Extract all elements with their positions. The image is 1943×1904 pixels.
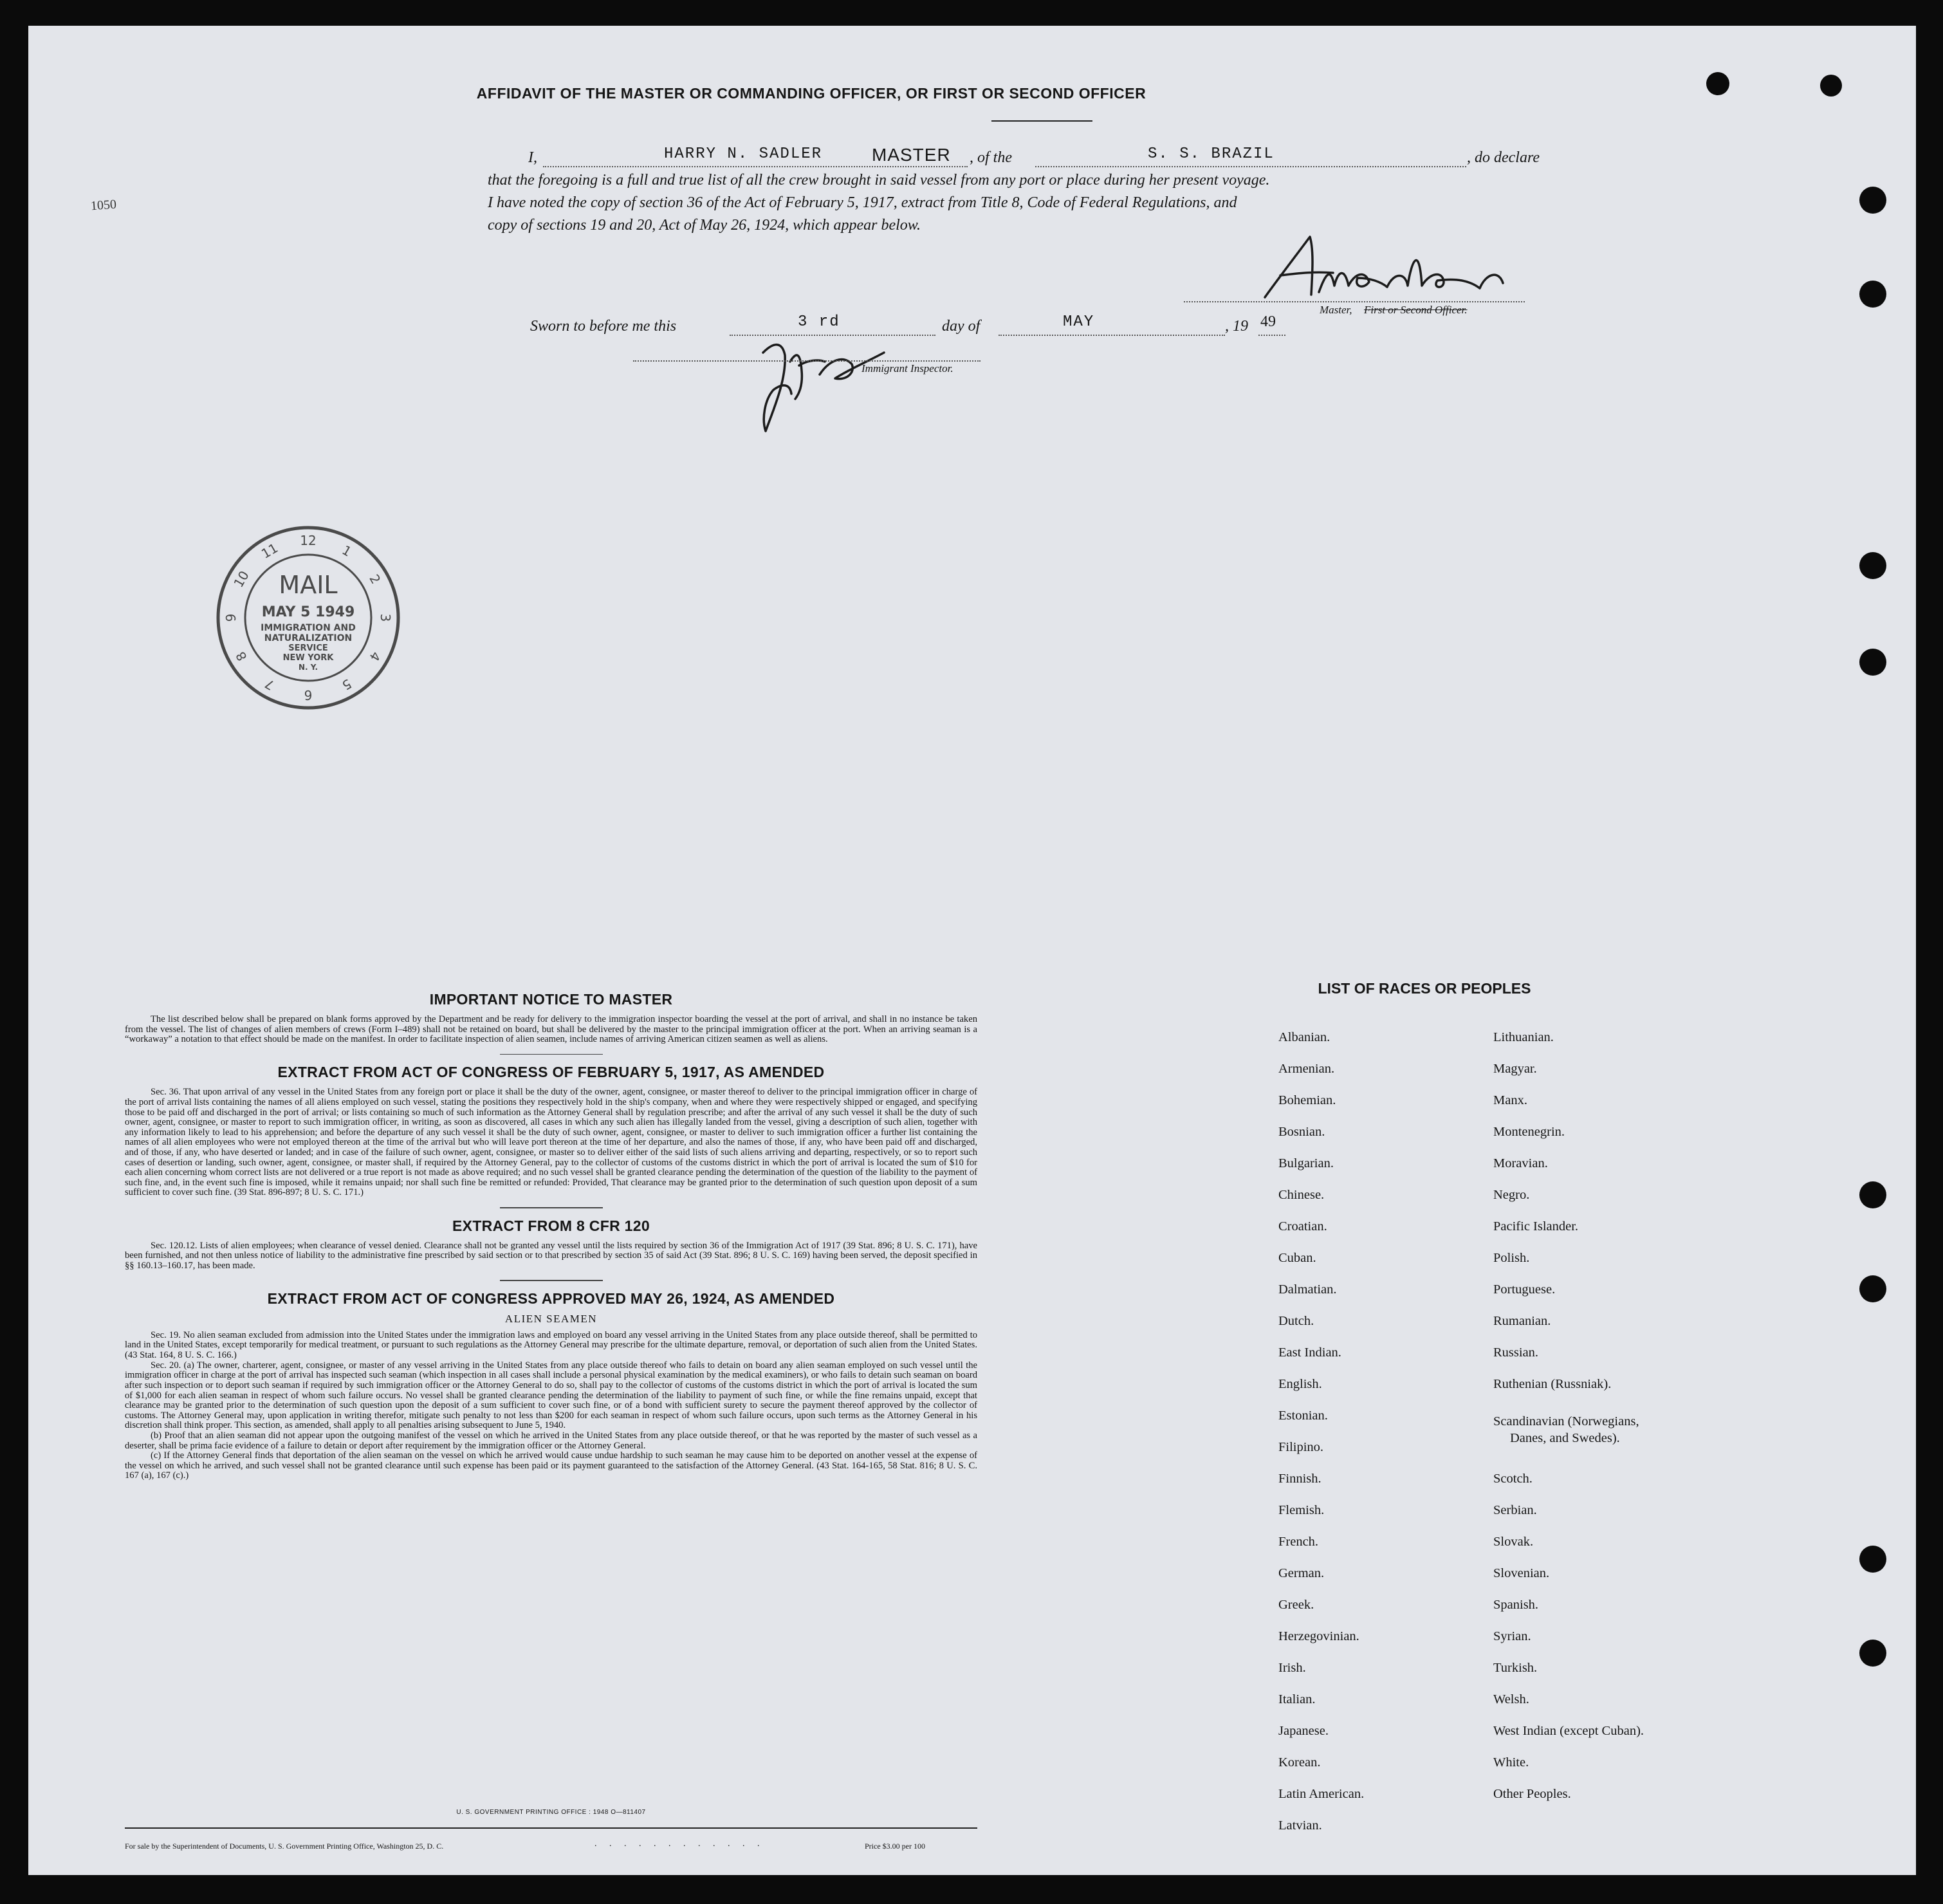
race-item: Bosnian. — [1278, 1125, 1325, 1139]
stamp-hour: 4 — [366, 649, 384, 664]
stamp-line-1: IMMIGRATION AND — [261, 623, 356, 633]
race-item: Portuguese. — [1493, 1282, 1556, 1297]
year-field-line — [1258, 335, 1285, 336]
race-item: White. — [1493, 1755, 1529, 1770]
punch-hole — [1859, 1181, 1886, 1208]
stamp-main: MAIL — [279, 571, 338, 599]
inspector-sign-line — [633, 360, 981, 362]
punch-hole — [1859, 649, 1886, 676]
section-divider — [500, 1207, 603, 1208]
race-item: Magyar. — [1493, 1062, 1537, 1076]
race-item: Armenian. — [1278, 1062, 1335, 1076]
stamp-line-4: NEW YORK — [282, 653, 334, 663]
stamp-hour: 2 — [366, 571, 384, 587]
race-item: Croatian. — [1278, 1219, 1327, 1234]
extract-1917-title: EXTRACT FROM ACT OF CONGRESS OF FEBRUARY 5, 1917, AS AMENDED — [277, 1064, 825, 1081]
mail-received-stamp — [212, 521, 405, 714]
punch-hole — [1859, 1275, 1886, 1302]
alien-seamen-subtitle: ALIEN SEAMEN — [504, 1312, 598, 1325]
race-item: Spanish. — [1493, 1598, 1539, 1612]
race-item: East Indian. — [1278, 1345, 1341, 1360]
race-item: Polish. — [1493, 1251, 1530, 1265]
struck-officer-label: First or Second Officer. — [1364, 304, 1468, 316]
sec-20c-paragraph: (c) If the Attorney General finds that deportation of the alien seaman on the vessel on which he arrived would cause undue hardship to such seaman he may cause him to be deported on another vessel at the expense of the vessel on which he arrived, and such vessel shall not be granted clearance until such expense has been paid or its payment guaranteed to the satisfaction of the Attorney General. (43 Stat. 164-165, 58 Stat. 816; 8 U. S. C. 167 (a), 167 (c).) — [125, 1450, 977, 1481]
section-divider — [500, 1054, 603, 1055]
name-field-line — [543, 166, 968, 167]
race-item: Cuban. — [1278, 1251, 1316, 1265]
race-item: Korean. — [1278, 1755, 1321, 1770]
stamp-hour: 11 — [258, 540, 281, 562]
race-item: Russian. — [1493, 1345, 1539, 1360]
affidavit-line-3: I have noted the copy of section 36 of the Act of February 5, 1917, extract from Title 8, Code of Federal Regulations, and — [488, 194, 1237, 211]
race-item: Other Peoples. — [1493, 1787, 1571, 1801]
year-prefix: , 19 — [1225, 318, 1248, 335]
race-item: Slovenian. — [1493, 1566, 1550, 1580]
master-rank: MASTER — [872, 145, 951, 165]
sec-20a-paragraph: Sec. 20. (a) The owner, charterer, agent, consignee, or master of any vessel arriving in the United States from any place outside thereof who fails to detain on board any alien seaman employed on such vessel until the immigration officer in charge at the port of arrival has inspected such seaman (which inspection in all cases shall include a personal physical examination by the medical examiners), or who fails to detain such seaman on board after such inspection or to deport such seaman if required by such immigration officer or the Attorney General to do so, shall pay to the collector of customs of the customs district in which the port of arrival is located the sum of $1,000 for each alien seaman in respect of whom such failure occurs. No vessel shall be granted clearance pending the determination of the liability to payment of such fine, or while the fine remains unpaid, except that clearance may be granted prior to the determination of such question upon the deposit of a sum sufficient to cover such fine, or of a bond with sufficient surety to secure the payment thereof approved by the collector of customs. The Attorney General may, upon application in writing therefor, mitigate such penalty to not less than $200 for each seaman in respect of whom such failure occurs, upon such terms as the Attorney General in his discretion shall think proper. This section, as amended, shall apply to all penalties arising subsequent to June 5, 1940. — [125, 1360, 977, 1431]
race-item: Scandinavian (Norwegians, — [1493, 1414, 1639, 1428]
race-item: Filipino. — [1278, 1440, 1324, 1454]
master-label: Master, — [1320, 304, 1352, 316]
punch-hole — [1859, 187, 1886, 214]
punch-hole — [1706, 72, 1729, 95]
race-item: Scotch. — [1493, 1472, 1533, 1486]
race-item: Danes, and Swedes). — [1510, 1431, 1620, 1445]
master-signature — [1251, 219, 1521, 309]
stamp-hour: 5 — [339, 676, 355, 694]
title-rule — [991, 120, 1092, 122]
race-item: Latvian. — [1278, 1818, 1322, 1833]
price-note: Price $3.00 per 100 — [865, 1842, 925, 1851]
stamp-line-5: N. Y. — [298, 663, 318, 672]
race-item: Bohemian. — [1278, 1093, 1336, 1107]
punch-hole — [1859, 1546, 1886, 1573]
stamp-date: MAY 5 1949 — [261, 604, 355, 620]
stamp-hour: 1 — [339, 542, 355, 560]
race-item: Negro. — [1493, 1188, 1530, 1202]
document-page — [28, 26, 1916, 1875]
notice-column — [125, 991, 977, 1481]
race-item: Japanese. — [1278, 1724, 1329, 1738]
stamp-hour: 7 — [262, 676, 277, 694]
race-item: Dalmatian. — [1278, 1282, 1337, 1297]
race-item: Flemish. — [1278, 1503, 1325, 1517]
race-item: Syrian. — [1493, 1629, 1531, 1643]
notice-body: The list described below shall be prepared on blank forms approved by the Department and be ready for delivery to the immigration inspector boarding the vessel at the port of arrival, and shall in no instance be taken from the vessel. The list of changes of alien members of crews (Form I–489) shall not be retained on board, but shall be delivered by the master to the principal immigration officer at the port. When an arriving seaman is a “workaway” a notation to that effect should be made on the manifest. In order to facilitate inspection of alien seamen, include names of arriving American citizen seamen as well as aliens. — [125, 1014, 977, 1045]
punch-hole — [1820, 75, 1842, 97]
sale-note: For sale by the Superintendent of Documents, U. S. Government Printing Office, Washington 25, D. C. — [125, 1842, 444, 1851]
master-sign-line — [1184, 301, 1525, 302]
sworn-day: 3 rd — [798, 313, 840, 331]
printing-office-note: U. S. GOVERNMENT PRINTING OFFICE : 1948 O—811407 — [456, 1809, 646, 1816]
notice-title: IMPORTANT NOTICE TO MASTER — [429, 991, 673, 1008]
stamp-hour: 3 — [378, 613, 393, 622]
race-item: Welsh. — [1493, 1692, 1529, 1706]
race-item: West Indian (except Cuban). — [1493, 1724, 1644, 1738]
race-item: Herzegovinian. — [1278, 1629, 1359, 1643]
punch-hole — [1859, 1640, 1886, 1667]
punch-hole — [1859, 281, 1886, 308]
i-label: I, — [528, 149, 537, 166]
race-item: Pacific Islander. — [1493, 1219, 1579, 1234]
race-item: Slovak. — [1493, 1535, 1534, 1549]
race-item: Manx. — [1493, 1093, 1527, 1107]
stamp-hour: 6 — [304, 687, 313, 703]
month-field-line — [999, 335, 1225, 336]
race-item: Bulgarian. — [1278, 1156, 1334, 1170]
race-item: Serbian. — [1493, 1503, 1537, 1517]
race-item: Rumanian. — [1493, 1314, 1551, 1328]
punch-hole — [1859, 552, 1886, 579]
of-the-label: , of the — [970, 149, 1012, 166]
race-item: Italian. — [1278, 1692, 1316, 1706]
vessel-name: S. S. BRAZIL — [1148, 145, 1275, 163]
stamp-hour: 10 — [230, 568, 252, 591]
affidavit-line-2: that the foregoing is a full and true list of all the crew brought in said vessel from any port or place during her present voyage. — [488, 172, 1270, 189]
footer-rule — [125, 1827, 977, 1829]
race-item: French. — [1278, 1535, 1319, 1549]
margin-note: 1050 — [90, 197, 117, 214]
race-item: Latin American. — [1278, 1787, 1365, 1801]
race-item: Turkish. — [1493, 1661, 1538, 1675]
race-item: Greek. — [1278, 1598, 1314, 1612]
affidavit-title: AFFIDAVIT OF THE MASTER OR COMMANDING OFFICER, OR FIRST OR SECOND OFFICER — [476, 85, 1146, 102]
race-item: Dutch. — [1278, 1314, 1314, 1328]
race-item: Irish. — [1278, 1661, 1306, 1675]
race-item: English. — [1278, 1377, 1322, 1391]
race-item: Ruthenian (Russniak). — [1493, 1377, 1612, 1391]
race-item: Moravian. — [1493, 1156, 1548, 1170]
sec-20b-paragraph: (b) Proof that an alien seaman did not appear upon the outgoing manifest of the vessel on which he arrived in the United States from any place outside thereof, or that he was reported by the master of such vessel as a deserter, shall be prima facie evidence of a failure to detain or deport after requirement by the immigration officer or the Attorney General. — [125, 1430, 977, 1451]
race-item: Chinese. — [1278, 1188, 1325, 1202]
races-title: LIST OF RACES OR PEOPLES — [1318, 980, 1531, 997]
stamp-line-2: NATURALIZATION — [264, 633, 353, 643]
race-item: Albanian. — [1278, 1030, 1331, 1044]
master-name: HARRY N. SADLER — [664, 145, 823, 163]
affidavit-line-4: copy of sections 19 and 20, Act of May 26, 1924, which appear below. — [488, 217, 921, 234]
extract-1924-title: EXTRACT FROM ACT OF CONGRESS APPROVED MAY 26, 1924, AS AMENDED — [267, 1289, 835, 1307]
race-item: Montenegrin. — [1493, 1125, 1565, 1139]
extract-cfr-body: Sec. 120.12. Lists of alien employees; when clearance of vessel denied. Clearance shall not be granted any vessel until the lists required by section 36 of the Immigration Act of 1917 (39 Stat. 896; 8 U. S. C. 171), have been furnished, and not then unless notice of liability to the administrative fine prescribed by said section or to that prescribed by section 35 of said Act (39 Stat. 896; 8 U. S. C. 169) having been served, the deposit specified in §§ 160.13–160.17, has been made. — [125, 1240, 977, 1271]
year-suffix: 49 — [1260, 313, 1276, 330]
stamp-line-3: SERVICE — [288, 643, 328, 653]
race-item: German. — [1278, 1566, 1325, 1580]
stamp-hour: 9 — [223, 613, 239, 622]
extract-cfr-title: EXTRACT FROM 8 CFR 120 — [452, 1217, 650, 1234]
stamp-hour: 12 — [300, 533, 317, 548]
race-item: Estonian. — [1278, 1409, 1328, 1423]
section-divider — [500, 1280, 603, 1281]
race-item: Lithuanian. — [1493, 1030, 1554, 1044]
inspector-signature — [723, 323, 897, 439]
stamp-hour: 8 — [232, 649, 250, 664]
sworn-label: Sworn to before me this — [530, 318, 677, 335]
sec-19-paragraph: Sec. 19. No alien seaman excluded from admission into the United States under the immigration laws and employed on board any vessel arriving in the United States from any place outside thereof, shall be permitted to land in the United States, except temporarily for medical treatment, or pursuant to such regulations as the Attorney General may prescribe for the ultimate departure, removal, or deportation of such alien from the United States. (43 Stat. 164, 8 U. S. C. 166.) — [125, 1329, 977, 1361]
sworn-month: MAY — [1063, 313, 1095, 331]
leader-dots: . . . . . . . . . . . . — [594, 1839, 765, 1849]
inspector-label: Immigrant Inspector. — [861, 362, 953, 374]
race-item: Finnish. — [1278, 1472, 1321, 1486]
extract-1917-body: Sec. 36. That upon arrival of any vessel in the United States from any foreign port or place it shall be the duty of the owner, agent, consignee, or master thereof to deliver to the principal immigration officer in charge of the port of arrival lists containing the names of all aliens employed on such vessel, stating the positions they respectively hold in the ship's company, when and where they were respectively shipped or engaged, and specifying those to be paid off and discharged in the port of arrival; or lists containing so much of such information as the Attorney General shall by regulation prescribe; and after the arrival of any such vessel it shall be the duty of such owner, agent, consignee, or master to report to such immigration officer, in writing, as soon as discovered, all cases in which any such alien has illegally landed from the vessel, giving a description of such alien, together with any information likely to lead to his apprehension; and before the departure of any such vessel it shall be the duty of such owner, agent, consignee, or master to deliver to such immigration officer a further list containing the names of all alien employees who were not employed thereon at the time of the arrival but who will leave port thereon at the time of her departure, and also the names of those, if any, who have been paid off and discharged, and of those, if any, who have deserted or landed; and in case of the failure of such owner, agent, consignee, or master so to deliver either of the said lists of such aliens arriving and departing, respectively, or so to report such cases of desertion or landing, such owner, agent, consignee, or master shall, if required by the Attorney General, pay to the collector of customs of the customs district in which the port of arrival is located the sum of $10 for each alien concerning whom correct lists are not delivered or a true report is not made as above required; and no such vessel shall be granted clearance pending the determination of the question of the liability to the payment of such fine, and, in the event such fine is imposed, while it remains unpaid; nor shall such fine be remitted or refunded: Provided, That clearance may be granted prior to the determination of such question upon deposit of a sum sufficient to cover such fine. (39 Stat. 896-897; 8 U. S. C. 171.) — [125, 1087, 977, 1198]
day-of-label: day of — [942, 318, 981, 335]
do-declare-label: , do declare — [1467, 149, 1540, 166]
vessel-field-line — [1035, 166, 1466, 167]
